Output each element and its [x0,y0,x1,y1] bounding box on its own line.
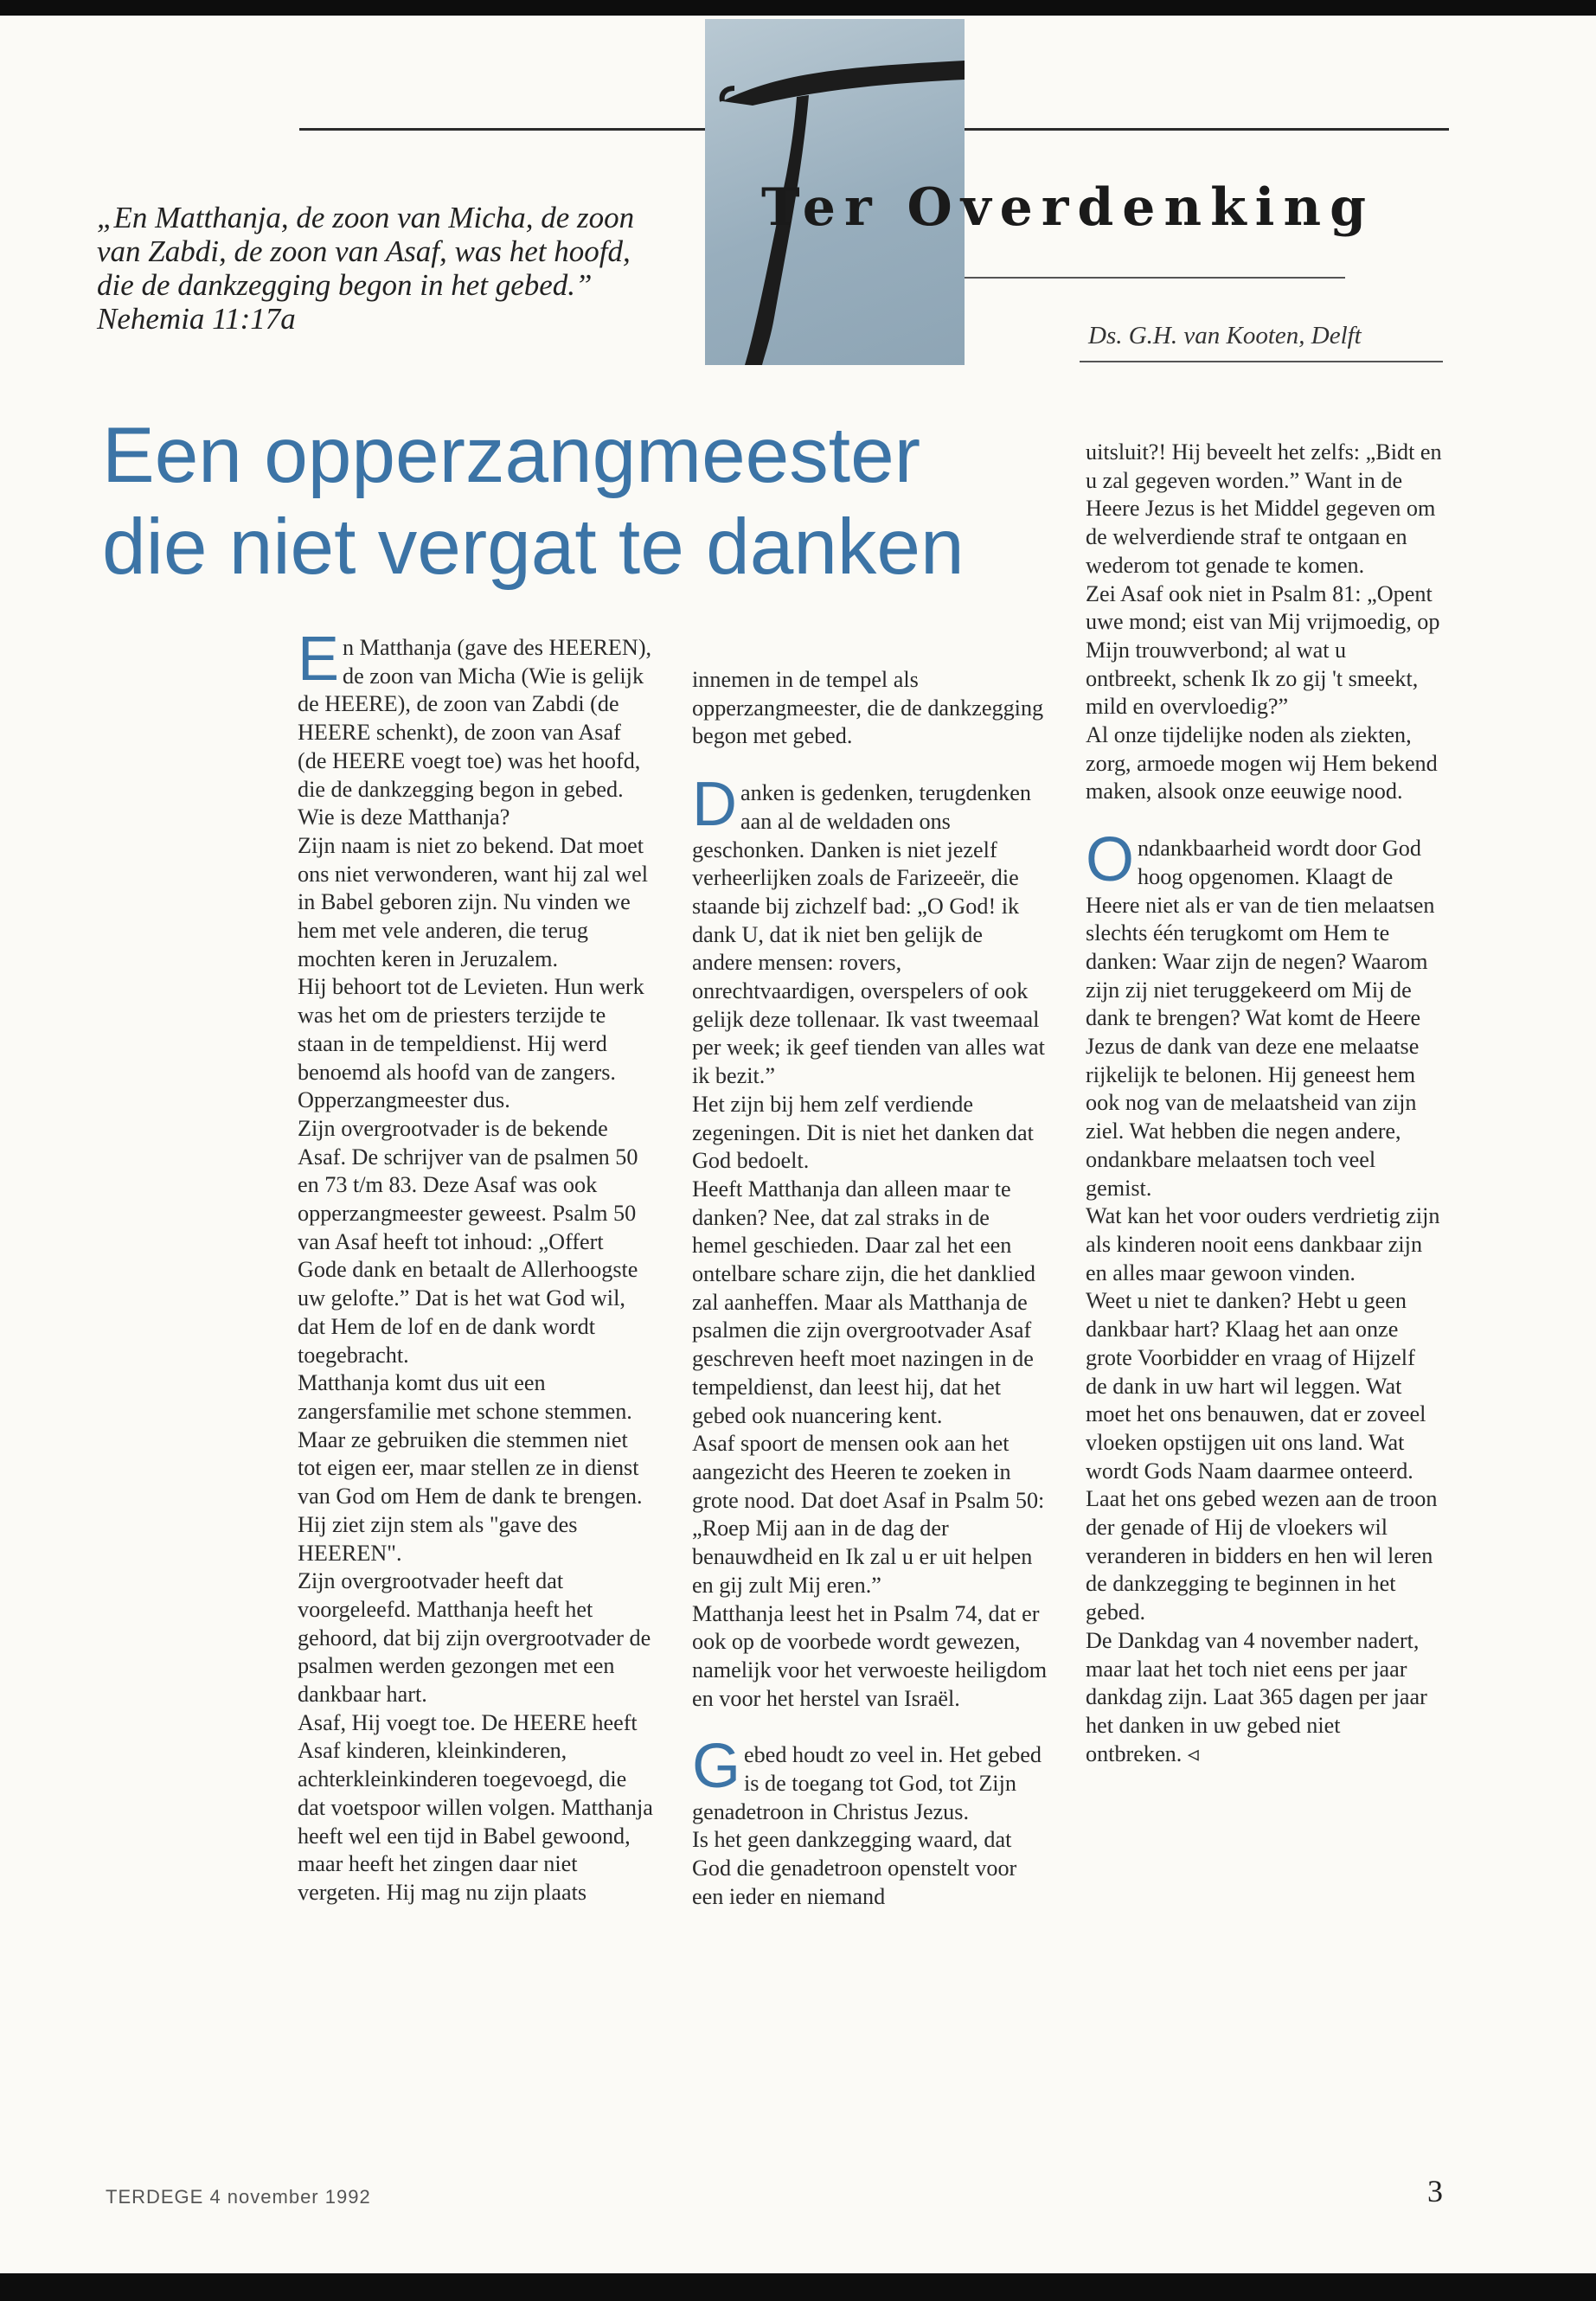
paragraph: Het zijn bij hem zelf verdiende zegeningen. Dit is niet het danken dat God bedoelt. [692,1091,1034,1174]
paragraph: Matthanja komt dus uit een zangersfamilie met schone stemmen. Maar ze gebruiken die stemmen niet tot eigen eer, maar stellen ze in dienst van God om Hem de dank te brengen. Hij ziet zijn stem als "gave des HEEREN". [298,1370,643,1566]
paragraph: Asaf spoort de mensen ook aan het aangezicht des Heeren te zoeken in grote nood. Dat doet Asaf in Psalm 50: „Roep Mij aan in de dag der benauwdheid en Ik zal u er uit helpen en gij zult Mij eren.” [692,1431,1045,1598]
paragraph: Al onze tijdelijke noden als ziekten, zorg, armoede mogen wij Hem bekend maken, alsook onze eeuwige nood. [1086,722,1438,804]
paragraph: En Matthanja (gave des HEEREN), de zoon van Micha (Wie is gelijk de HEERE), de zoon van Zabdi (de HEERE schenkt), de zoon van Asaf (de HEERE voegt toe) was het hoofd, die de dankzegging begon in gebed. [298,625,652,802]
paragraph: Zijn naam is niet zo bekend. Dat moet ons niet verwonderen, want hij zal wel in Babel geboren zijn. Nu vinden we hem met vele anderen, die terug mochten keren in Jeruzalem. [298,832,649,971]
paragraph: Heeft Matthanja dan alleen maar te danken? Nee, dat zal straks in de hemel geschieden. Daar zal het een ontelbare schare zijn, die het danklied zal aanheffen. Maar als Matthanja de psalmen die zijn overgrootvader Asaf geschreven heeft moet nazingen in de tempeldienst, dan leest hij, dat het gebed ook nuancering kent. [692,1176,1036,1428]
paragraph: Zijn overgrootvader is de bekende Asaf. De schrijver van de psalmen 50 en 73 t/m 83. Deze Asaf was ook opperzangmeester geweest. Psalm 50 van Asaf heeft tot inhoud: „Offert Gode dank en betaalt de Allerhoogste uw gelofte.” Dat is het wat God wil, dat Hem de lof en de dank wordt toegebracht. [298,1115,638,1368]
drop-cap: E [298,625,340,694]
paragraph: Danken is gedenken, terugdenken aan al de weldaden ons geschonken. Danken is niet jezelf verheerlijken zoals de Farizeeër, die staande bij zichzelf bad: „O God! ik dank U, dat ik niet ben gelijk de andere mensen: rovers, onrechtvaardigen, overspelers of ook gelijk deze tollenaar. Ik vast tweemaal per week; ik geef tienden van alles wat ik bezit.” [692,770,1045,1089]
paragraph: Zei Asaf ook niet in Psalm 81: „Opent uwe mond; eist van Mij vrijmoedig, op Mijn trouwverbond; al wat u ontbreekt, schenk Ik zo gij 't smeekt, mild en overvloedig?” [1086,580,1440,720]
article-column-1 [298,625,654,1907]
paragraph: Wie is deze Matthanja? [298,804,510,830]
headline-line-2: die niet vergat te danken [102,503,965,591]
scan-edge-top [0,0,1596,16]
paragraph: Wat kan het voor ouders verdrietig zijn als kinderen nooit eens dankbaar zijn en alles maar gewoon vinden. [1086,1203,1440,1285]
section-title: Ter Overdenking [761,177,1375,238]
paragraph: Matthanja leest het in Psalm 74, dat er ook op de voorbede wordt gewezen, namelijk voor het verwoeste heiligdom en voor het herstel van Israël. [692,1600,1048,1711]
paragraph: Zijn overgrootvader heeft dat voorgeleefd. Matthanja heeft het gehoord, dat bij zijn overgrootvader de psalmen werden gezongen met een dankbaar hart. [298,1568,651,1708]
paragraph: De Dankdag van 4 november nadert, maar laat het toch niet eens per jaar dankdag zijn. Laat 365 dagen per jaar het danken in uw gebed niet ontbreken. ◃ [1086,1627,1427,1766]
article-column-3 [1086,439,1442,1768]
article-headline [102,410,1054,593]
quote-reference: Nehemia 11:17a [97,302,296,336]
paragraph: innemen in de tempel als opperzangmeester, die de dankzegging begon met gebed. [692,667,1044,749]
scan-edge-bottom [0,2273,1596,2301]
paragraph: Gebed houdt zo veel in. Het gebed is de toegang tot God, tot Zijn genadetroon in Christus Jezus. [692,1732,1042,1824]
headline-line-1: Een opperzangmeester [102,412,920,499]
header-rule-left [299,128,706,131]
paragraph: Is het geen dankzegging waard, dat God die genadetroon openstelt voor een ieder en niemand [692,1827,1017,1909]
author-byline: Ds. G.H. van Kooten, Delft [1088,322,1362,349]
title-underline [965,277,1345,279]
paragraph: Asaf, Hij voegt toe. De HEERE heeft Asaf kinderen, kleinkinderen, achterkleinkinderen toegevoegd, die dat voetspoor willen volgen. Matthanja heeft wel een tijd in Babel gewoond, maar heeft het zingen daar niet vergeten. Hij mag nu zijn plaats [298,1709,653,1905]
author-rule [1080,361,1443,362]
drop-cap: G [692,1732,741,1802]
paragraph: Weet u niet te danken? Hebt u geen dankbaar hart? Klaag het aan onze grote Voorbidder en vraag of Hijzelf de dank in uw hart wil leggen. Wat moet het ons benauwen, dat er zoveel vloeken opstijgen uit ons land. Wat wordt Gods Naam daarmee onteerd. Laat het ons gebed wezen aan de troon der genade of Hij de vloekers wil veranderen in bidders en hen wil leren de dankzegging te beginnen in het gebed. [1086,1288,1438,1625]
page-number: 3 [1427,2174,1443,2208]
header-rule-right [965,128,1449,131]
drop-cap: O [1086,825,1135,895]
quote-text: „En Matthanja, de zoon van Micha, de zoon van Zabdi, de zoon van Asaf, was het hoofd, die de dankzegging begon in het gebed.” [97,201,635,302]
paragraph: Hij behoort tot de Levieten. Hun werk was het om de priesters terzijde te staan in de tempeldienst. Hij werd benoemd als hoofd van de zangers. Opperzangmeester dus. [298,974,644,1113]
epigraph-quote [97,201,668,336]
paragraph: uitsluit?! Hij beveelt het zelfs: „Bidt en u zal gegeven worden.” Want in de Heere Jezus is het Middel gegeven om de welverdiende straf te ontgaan en wederom tot genade te komen. [1086,439,1442,578]
drop-cap: D [692,770,737,840]
article-column-2 [692,666,1048,1912]
footer-publication: TERDEGE 4 november 1992 [106,2186,371,2208]
paragraph: Ondankbaarheid wordt door God hoog opgenomen. Klaagt de Heere niet als er van de tien melaatsen slechts één terugkomt om Hem te danken: Waar zijn de negen? Waarom zijn zij niet teruggekeerd om Mij de dank te brengen? Wat komt de Heere Jezus de dank van deze ene melaatse rijkelijk te belonen. Hij geneest hem ook nog van de melaatsheid van zijn ziel. Wat hebben die negen andere, ondankbare melaatsen toch veel gemist. [1086,825,1435,1201]
